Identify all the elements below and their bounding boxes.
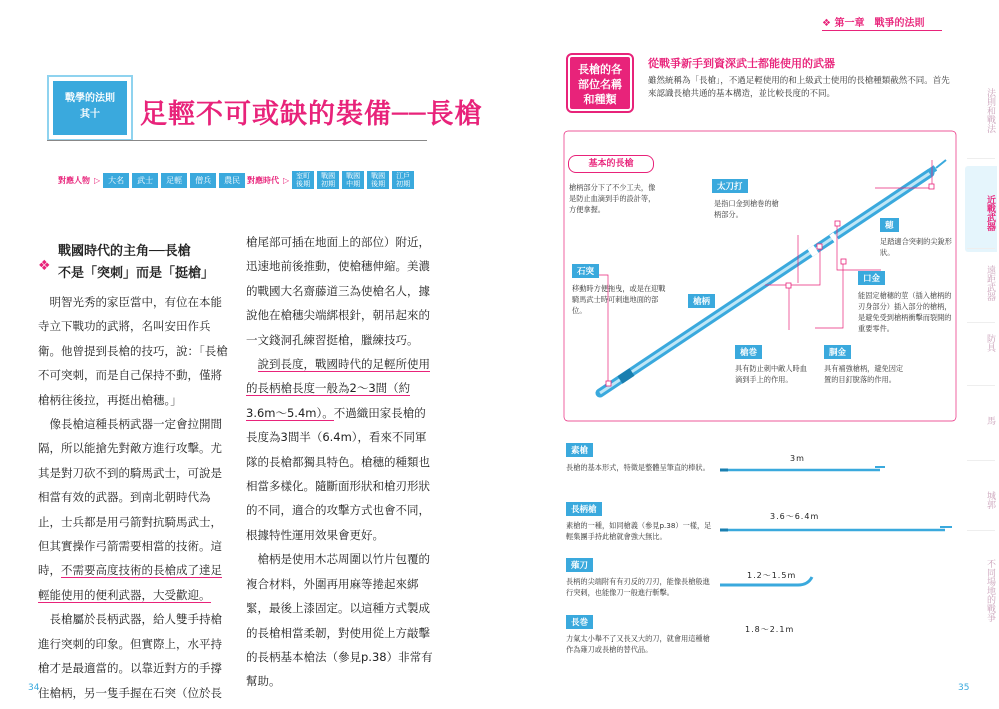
subheading-line2: 不是「突刺」而是「挺槍」: [58, 266, 215, 281]
type-desc: 素槍的一種，如同槍義（參見p.38）一樣，足輕集團手持此槍就會強大無比。: [566, 521, 712, 541]
type-label: 長柄槍: [566, 502, 602, 516]
part-label-ishizuki: 石突: [572, 264, 599, 278]
type-desc: 力氣太小舉不了又長又大的刀，就會用這種槍作為薙刀或長槍的替代品。: [566, 634, 710, 654]
chapter-header: ❖ 第一章 戰爭的法則: [822, 18, 925, 29]
underlined-text: 不需要高度技術的長槍成了達足輕能使用的便利武器，大受歡迎。: [38, 563, 222, 602]
person-tag-label: 對應人物: [58, 175, 90, 185]
type-length: 1.2〜1.5m: [747, 571, 797, 580]
era-tag: 戰國 中期: [342, 171, 364, 189]
type-desc: 長柄的尖端附有有刃反的刀刃，能像長槍般進行突刺，也能像刀一般進行斬擊。: [566, 577, 710, 597]
body-column-1: [38, 290, 228, 705]
part-desc-ho: 足踏適合突刺的尖銳形狀。: [880, 237, 952, 257]
person-tag: 農民: [219, 173, 245, 188]
diamond-icon: ❖: [822, 18, 835, 29]
part-label-kuchigane: 口金: [858, 271, 885, 285]
parts-description: 雖然統稱為「長槍」，不過足輕使用的和上級武士使用的長槍種類截然不同。首先來認識長槍共通的基本構造，並比較長度的不同。: [648, 76, 950, 99]
type-length: 1.8〜2.1m: [745, 625, 795, 634]
person-tag: 武士: [132, 173, 158, 188]
era-tag-label: 對應時代: [247, 175, 279, 185]
person-tag: 大名: [103, 173, 129, 188]
part-desc-kuchigane: 能固定槍穗的莖（插入槍柄的刃身部分）插入部分的槍柄，是避免受到槍柄衝擊而裂開的重要零件。: [858, 291, 952, 333]
part-desc-dougane: 具有補強槍柄，避免因定置的目釘脫落的作用。: [824, 364, 904, 384]
part-label-yarimaki: 槍巻: [735, 345, 762, 359]
body-column-2: [246, 230, 436, 694]
part-label-ho: 穂: [880, 218, 899, 232]
side-tab[interactable]: 城郭: [985, 491, 995, 509]
page-number-left: 34: [28, 683, 40, 693]
era-tags: [247, 172, 417, 188]
header-divider: [822, 30, 942, 31]
type-label: 長巻: [566, 615, 593, 629]
triangle-icon: ▷: [283, 175, 290, 185]
person-tag: 足輕: [161, 173, 187, 188]
page-title: 足輕不可或缺的裝備──長槍: [140, 99, 483, 130]
paragraph: 像長槍這種長柄武器一定會拉開間隔，所以能搶先對敵方進行攻擊。尤其是對刀砍不到的騎馬武士，可說是相當有效的武器。到南北朝時代為止，士兵都是用弓箭對抗騎馬武士，但其實操作弓箭需要相當的技術。這時，不需要高度技術的長槍成了達足輕能使用的便利武器，大受歡迎。: [38, 417, 222, 602]
page-number-right: 35: [958, 683, 970, 693]
title-divider: [47, 140, 427, 141]
section-subheading: [38, 241, 214, 285]
part-label-tachiuchi: 太刀打: [712, 179, 748, 193]
part-label-dougane: 胴金: [824, 345, 851, 359]
chapter-badge: [47, 75, 133, 141]
paragraph: 明智光秀的家臣當中，有位在本能寺立下戰功的武將，名叫安田作兵衛。他曾提到長槍的技巧，說：「長槍不可突刺，而是自己保持不動，僅將槍柄往後拉，再挺出槍穗。」: [38, 295, 228, 407]
type-desc: 長槍的基本形式，特徵是整體呈筆直的棒狀。: [566, 463, 710, 472]
type-label: 素槍: [566, 443, 593, 457]
parts-title: 從戰爭新手到資深武士都能使用的武器: [648, 57, 835, 70]
paragraph: 槍柄是使用木芯周圍以竹片包覆的複合材料，外圍再用麻等捲起來綁緊，最後上漆固定。以這種方式製成的長槍相當柔韌，對使用從上方敲擊的長柄基本槍法（參見p.38）非常有幫助。: [246, 552, 433, 689]
side-tab[interactable]: 法則和戰法: [985, 87, 995, 133]
basic-spear-desc: 槍柄部分下了不少工夫，像是防止血滴到手的設計等，方便拿握。: [569, 183, 656, 214]
part-desc-tachiuchi: 是指口金到槍巻的槍柄部分。: [714, 199, 779, 219]
parts-badge: 長槍的各 部位名稱 和種類: [568, 55, 632, 111]
person-tag: 僧兵: [190, 173, 216, 188]
side-tab[interactable]: 遠距武器: [985, 264, 995, 301]
side-tab[interactable]: 防具: [985, 334, 995, 352]
era-tag: 室町 後期: [292, 171, 314, 189]
era-tag: 江戶 初期: [392, 171, 414, 189]
chapter-badge-line2: 其十: [80, 109, 100, 120]
person-tags: [58, 172, 248, 188]
chapter-badge-line1: 戰學的法則: [65, 93, 115, 104]
type-length: 3.6〜6.4m: [770, 512, 820, 521]
basic-spear-label: 基本的長槍: [568, 155, 654, 173]
part-desc-yarimaki: 具有防止刺中敵人時血滴到手上的作用。: [735, 364, 807, 384]
type-length: 3m: [790, 454, 805, 463]
era-tag: 戰國 初期: [317, 171, 339, 189]
diamond-icon: ❖: [38, 258, 51, 274]
part-desc-ishizuki: 移動時方便拖曳，或是在迎戰騎馬武士時可刺進地面的部位。: [572, 284, 666, 315]
type-label: 薙刀: [566, 558, 593, 572]
era-tag: 戰國 後期: [367, 171, 389, 189]
paragraph: 槍尾部可插在地面上的部位）附近，迅速地前後推動，使槍穗伸縮。美濃的戰國大名齋藤道三為使槍名人，據說他在槍穗尖端綁根針，朝吊起來的一文錢洞孔練習挺槍，臘練技巧。: [246, 235, 430, 347]
side-tab[interactable]: 馬: [985, 415, 995, 425]
chapter-tabs: [961, 40, 999, 680]
subheading-line1: 戰國時代的主角──長槍: [58, 244, 191, 259]
side-tab[interactable]: 不同場地的戰爭: [985, 558, 995, 622]
triangle-icon: ▷: [94, 175, 101, 185]
side-tab-active[interactable]: 近戰武器: [965, 166, 997, 252]
paragraph: 長槍屬於長柄武器，給人雙手持槍進行突刺的印象。但實際上，水平持槍才是最適當的。以靠近對方的手撐住槍柄，另一隻手握在石突（位於長: [38, 612, 222, 700]
part-label-eda: 槍柄: [688, 294, 715, 308]
paragraph: 說到長度，戰國時代的足輕所使用的長柄槍長度一般為2〜3間（約3.6m〜5.4m）。不過織田家長槍的長度為3間半（6.4m），看來不同軍隊的長槍都獨具特色。槍穗的種類也相當多樣化。隨斷面形狀和槍刃形狀的不同，適合的攻擊方式也會不同，根據特性運用效果會更好。: [246, 357, 430, 542]
underlined-text: 說到長度，戰國時代的足輕所使用的長柄槍長度一般為2〜3間（約3.6m〜5.4m）。: [246, 357, 430, 420]
